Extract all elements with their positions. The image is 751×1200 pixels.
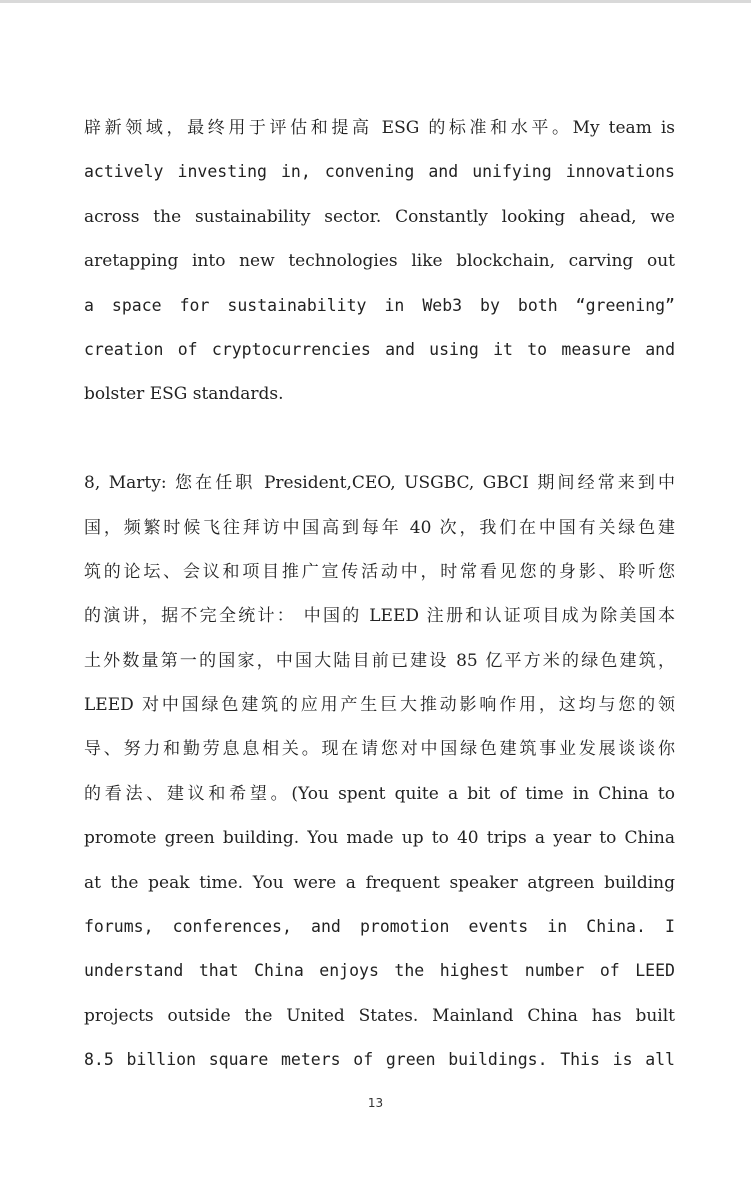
text-line: promote green building. You made up to 40 trips a year to China bbox=[84, 828, 675, 849]
text-line: creation of cryptocurrencies and using it to measure and bbox=[84, 339, 675, 359]
text-line: at the peak time. You were a frequent speaker atgreen building bbox=[84, 872, 675, 893]
text-line: a space for sustainability in Web3 by both “greening” bbox=[84, 295, 675, 315]
text-line: forums, conferences, and promotion events in China. I bbox=[84, 917, 675, 937]
text-line: 的看法、建议和希望。(You spent quite a bit of time in China to bbox=[84, 783, 675, 804]
text-line: 筑的论坛、会议和项目推广宣传活动中，时常看见您的身影、聆听您 bbox=[84, 561, 675, 582]
paragraph-question-8 bbox=[84, 461, 675, 1082]
text-line: projects outside the United States. Mainland China has built bbox=[84, 1005, 675, 1026]
text-line: understand that China enjoys the highest number of LEED bbox=[84, 961, 675, 981]
text-line: 国，频繁时候飞往拜访中国高到每年 40 次，我们在中国有关绿色建 bbox=[84, 517, 675, 538]
text-line: 导、努力和勤劳息息相关。现在请您对中国绿色建筑事业发展谈谈你 bbox=[84, 739, 675, 760]
text-line: 的演讲，据不完全统计： 中国的 LEED 注册和认证项目成为除美国本 bbox=[84, 606, 675, 627]
text-line: across the sustainability sector. Constantly looking ahead, we bbox=[84, 206, 675, 227]
paragraph-spacer bbox=[84, 417, 675, 461]
document-page bbox=[84, 106, 675, 1083]
paragraph-esg-innovation bbox=[84, 106, 675, 417]
text-line: actively investing in, convening and unifying innovations bbox=[84, 162, 675, 182]
page-top-edge bbox=[0, 0, 751, 3]
text-line: 8, Marty: 您在任职 President,CEO, USGBC, GBCI 期间经常来到中 bbox=[84, 473, 675, 494]
text-line: aretapping into new technologies like blockchain, carving out bbox=[84, 251, 675, 272]
text-line: 土外数量第一的国家，中国大陆目前已建设 85 亿平方米的绿色建筑， bbox=[84, 650, 675, 671]
text-line: LEED 对中国绿色建筑的应用产生巨大推动影响作用，这均与您的领 bbox=[84, 695, 675, 716]
text-line: 8.5 billion square meters of green buildings. This is all bbox=[84, 1050, 675, 1070]
page-number: 13 bbox=[367, 1096, 384, 1110]
text-line: bolster ESG standards. bbox=[84, 384, 284, 405]
text-line: 辟新领域，最终用于评估和提高 ESG 的标准和水平。My team is bbox=[84, 118, 675, 138]
